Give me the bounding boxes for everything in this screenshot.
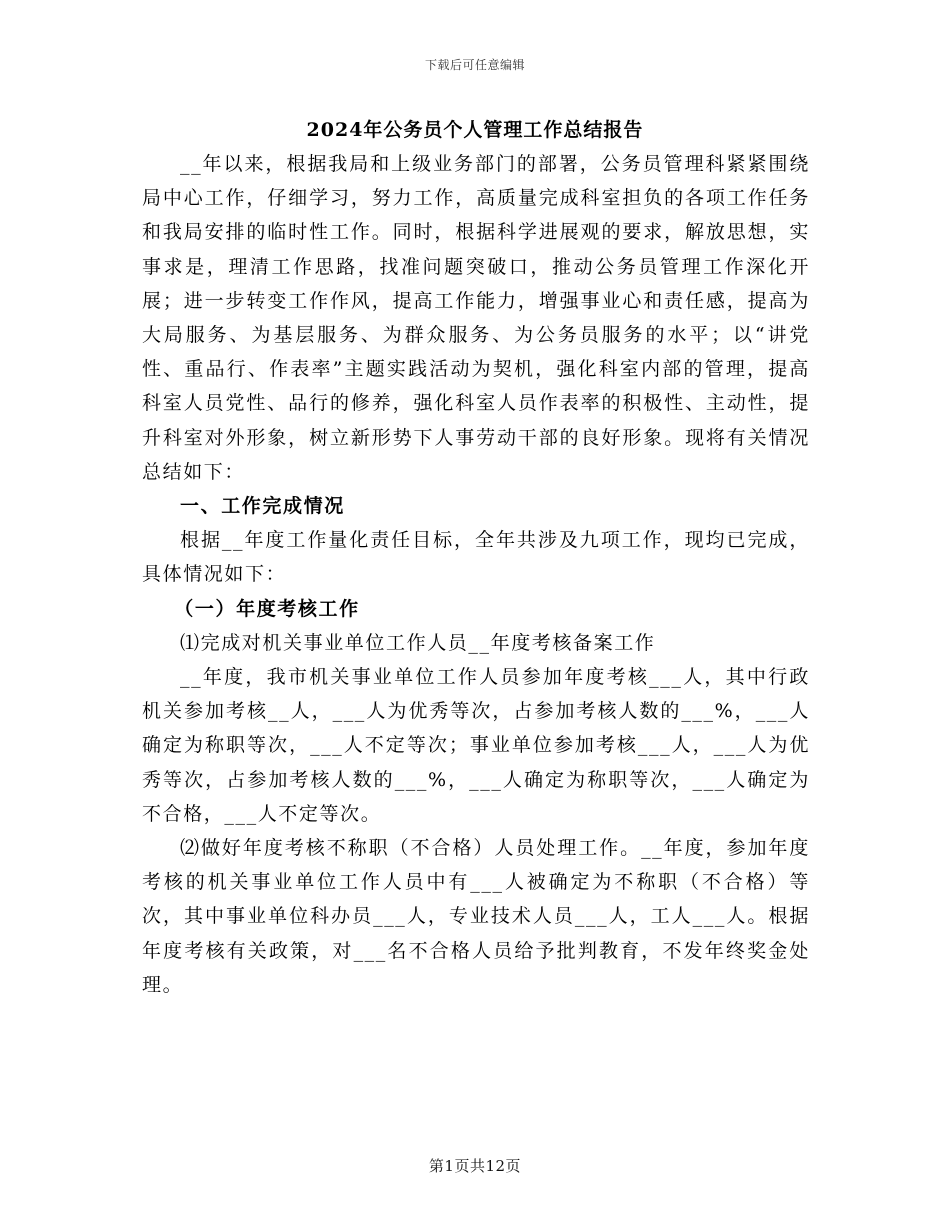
item-2-paragraph: ⑵做好年度考核不称职（不合格）人员处理工作。__年度，参加年度考核的机关事业单位工作人员中有___人被确定为不称职（不合格）等次，其中事业单位科办员___人，专业技术人员___人，工人___人。根据年度考核有关政策，对___名不合格人员给予批判教育，不发年终奖金处理。	[142, 837, 810, 996]
section-heading-work-completion: 一、工作完成情况	[180, 495, 345, 518]
item-1-heading: ⑴完成对机关事业单位工作人员__年度考核备案工作	[180, 631, 656, 654]
header-note: 下载后可任意编辑	[424, 58, 525, 72]
intro-paragraph: __年以来，根据我局和上级业务部门的部署，公务员管理科紧紧围绕局中心工作，仔细学习，努力工作，高质量完成科室担负的各项工作任务和我局安排的临时性工作。同时，根据科学进展观的要求，解放思想，实事求是，理清工作思路，找准问题突破口，推动公务员管理工作深化开展；进一步转变工作作风，提高工作能力，增强事业心和责任感，提高为大局服务、为基层服务、为群众服务、为公务员服务的水平；以“讲党性、重品行、作表率”主题实践活动为契机，强化科室内部的管理，提高科室人员党性、品行的修养，强化科室人员作表率的积极性、主动性，提升科室对外形象，树立新形势下人事劳动干部的良好形象。现将有关情况总结如下：	[142, 153, 810, 483]
section-intro-paragraph: 根据__年度工作量化责任目标，全年共涉及九项工作，现均已完成，具体情况如下：	[142, 529, 810, 586]
item-1-detail-paragraph: __年度，我市机关事业单位工作人员参加年度考核___人，其中行政机关参加考核__人，___人为优秀等次，占参加考核人数的___%，___人确定为称职等次，___人不定等次；事业单位参加考核___人，___人为优秀等次，占参加考核人数的___%，___人确定为称职等次，___人确定为不合格，___人不定等次。	[142, 666, 810, 825]
subsection-heading-annual-assessment: （一）年度考核工作	[174, 597, 360, 620]
page-number: 第1页共12页	[428, 1157, 522, 1175]
document-title: 2024年公务员个人管理工作总结报告	[306, 119, 644, 141]
document-body	[142, 147, 810, 1002]
